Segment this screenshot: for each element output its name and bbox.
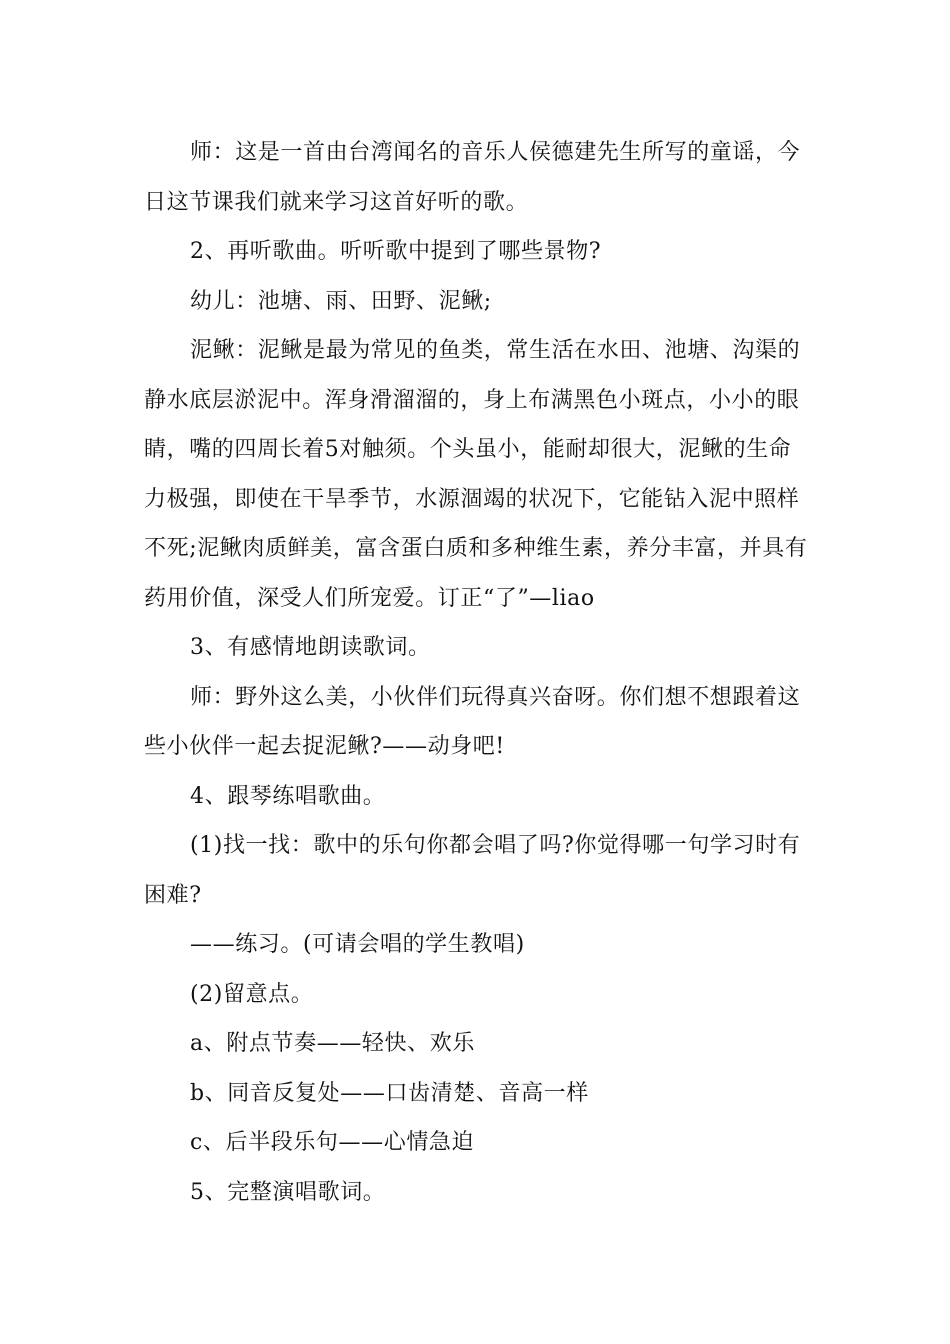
- paragraph-practice: ——练习。(可请会唱的学生教唱): [190, 932, 525, 957]
- paragraph-loach-description: 泥鳅：泥鳅是最为常见的鱼类，常生活在水田、池塘、沟渠的静水底层淤泥中。浑身滑溜溜的，身上布满黑色小斑点，小小的眼睛，嘴的四周长着5对触须。个头虽小，能耐却很大，泥鳅的生命力极强，即使在干旱季节，水源涸竭的状况下，它能钻入泥中照样不死;泥鳅肉质鲜美，富含蛋白质和多种维生素，养分丰富，并具有药用价值，深受人们所宠爱。订正“了”—liao: [144, 338, 808, 611]
- paragraph-teacher-invite: 师：野外这么美，小伙伴们玩得真兴奋呀。你们想不想跟着这些小伙伴一起去捉泥鳅?——动身吧!: [144, 684, 801, 759]
- paragraph-step-4: 4、跟琴练唱歌曲。: [190, 783, 386, 809]
- paragraph-find-difficulty: (1)找一找：歌中的乐句你都会唱了吗?你觉得哪一句学习时有困难?: [144, 833, 801, 908]
- paragraph-point-a: a、附点节奏——轻快、欢乐: [190, 1031, 475, 1056]
- paragraph-step-2: 2、再听歌曲。听听歌中提到了哪些景物?: [190, 239, 602, 264]
- paragraph-attention-points: (2)留意点。: [190, 981, 314, 1007]
- paragraph-step-5: 5、完整演唱歌词。: [190, 1179, 386, 1205]
- paragraph-teacher-intro: 师：这是一首由台湾闻名的音乐人侯德建先生所写的童谣，今日这节课我们就来学习这首好听的歌。: [144, 140, 801, 215]
- paragraph-step-3: 3、有感情地朗读歌词。: [190, 635, 431, 660]
- paragraph-point-b: b、同音反复处——口齿清楚、音高一样: [190, 1080, 589, 1106]
- document-body: [144, 128, 808, 1217]
- paragraph-children-answer: 幼儿：池塘、雨、田野、泥鳅;: [190, 288, 492, 314]
- paragraph-point-c: c、后半段乐句——心情急迫: [190, 1130, 475, 1155]
